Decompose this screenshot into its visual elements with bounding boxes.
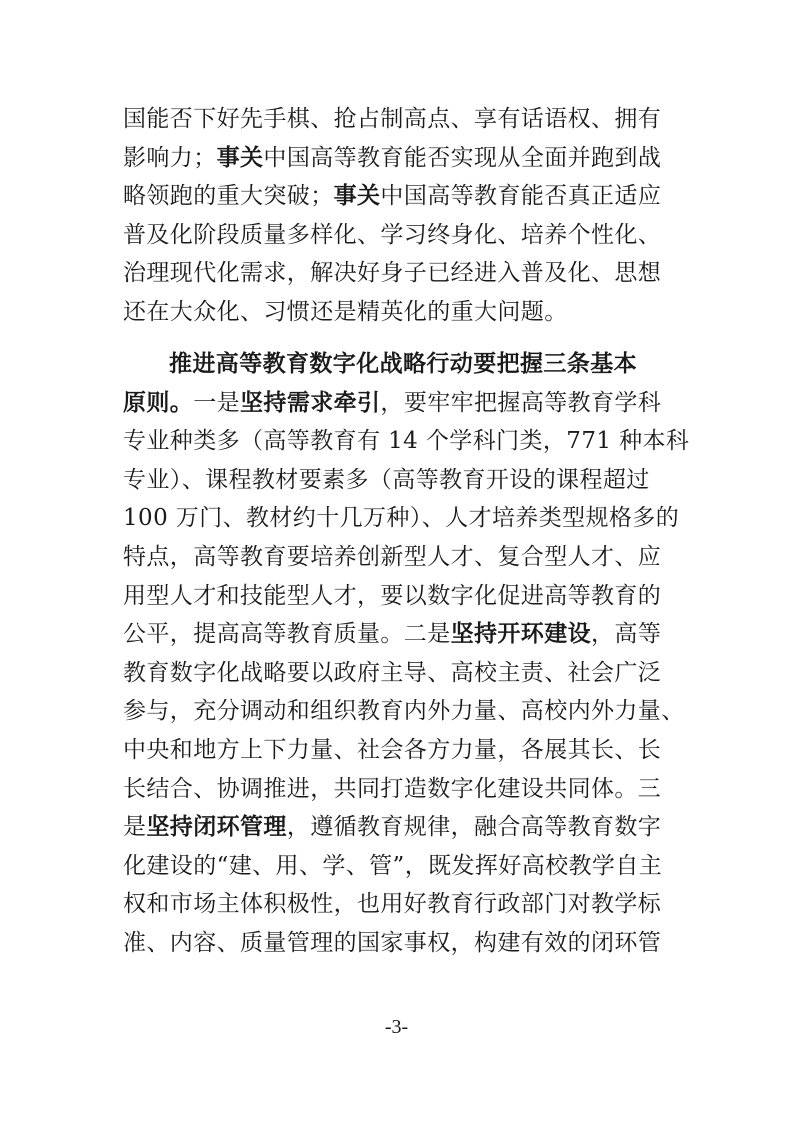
principle-1: 坚持需求牵引: [240, 389, 381, 416]
text-line: [123, 177, 671, 216]
text-line: 中央和地方上下力量、社会各方力量，各展其长、长: [123, 736, 662, 763]
text-run: 中国高等教育能否实现从全面并跑到战: [263, 144, 662, 171]
principle-2: 坚持开环建设: [450, 621, 592, 648]
text-run: 一是: [193, 389, 241, 416]
emphasis-text: 事关: [216, 143, 264, 171]
text-run: 略领跑的重大突破；: [123, 183, 334, 210]
text-line: 长结合、协调推进，共同打造数字化建设共同体。三: [123, 775, 662, 802]
page-number: -3-: [384, 1016, 409, 1038]
text-line: 特点，高等教育要培养创新型人才、复合型人才、应: [123, 543, 662, 570]
text-line: 专业）、课程教材要素多（高等教育开设的课程超过: [123, 466, 650, 493]
text-line: [123, 384, 671, 423]
text-run: 是: [123, 814, 147, 841]
text-line: 参与，充分调动和组织教育内外力量、高校内外力量、: [123, 698, 685, 725]
text-run: ，高等: [591, 621, 662, 648]
text-line: 化建设的“建、用、学、管”，既发挥好高校教学自主: [123, 852, 663, 879]
text-line: 还在大众化、习惯还是精英化的重大问题。: [123, 298, 568, 325]
principle-3: 坚持闭环管理: [146, 814, 287, 841]
text-line: [123, 139, 671, 178]
text-line: 普及化阶段质量多样化、学习终身化、培养个性化、: [123, 221, 662, 248]
text-line: 国能否下好先手棋、抢占制高点、享有话语权、拥有: [123, 106, 662, 132]
text-line: 100 万门、教材约十几万种）、人才培养类型规格多的: [123, 505, 680, 532]
text-run: 中国高等教育能否真正适应: [380, 183, 662, 210]
paragraph-2: [123, 345, 690, 963]
text-line: 准、内容、质量管理的国家事权，构建有效的闭环管: [123, 929, 662, 956]
paragraph-1: [123, 100, 671, 332]
text-line: 用型人才和技能型人才，要以数字化促进高等教育的: [123, 582, 662, 609]
text-run: 公平，提高高等教育质量。二是: [123, 621, 451, 648]
text-run: ，要牢牢把握高等教育学科: [380, 389, 662, 416]
text-line: 治理现代化需求，解决好身子已经进入普及化、思想: [123, 260, 662, 287]
text-line: [123, 808, 671, 847]
text-run: 影响力；: [123, 144, 217, 171]
paragraph-lead: 推进高等教育数字化战略行动要把握三条基本: [169, 350, 637, 377]
paragraph-lead-cont: 原则。: [123, 388, 194, 416]
emphasis-text: 事关: [333, 182, 381, 210]
text-line: [123, 615, 671, 654]
text-run: ，遵循教育规律，融合高等教育数字: [286, 814, 662, 841]
text-line: 专业种类多（高等教育有 14 个学科门类，771 种本科: [123, 428, 690, 455]
text-line: 权和市场主体积极性，也用好教育行政部门对教学标: [123, 891, 662, 918]
text-line: 教育数字化战略要以政府主导、高校主责、社会广泛: [123, 659, 662, 686]
